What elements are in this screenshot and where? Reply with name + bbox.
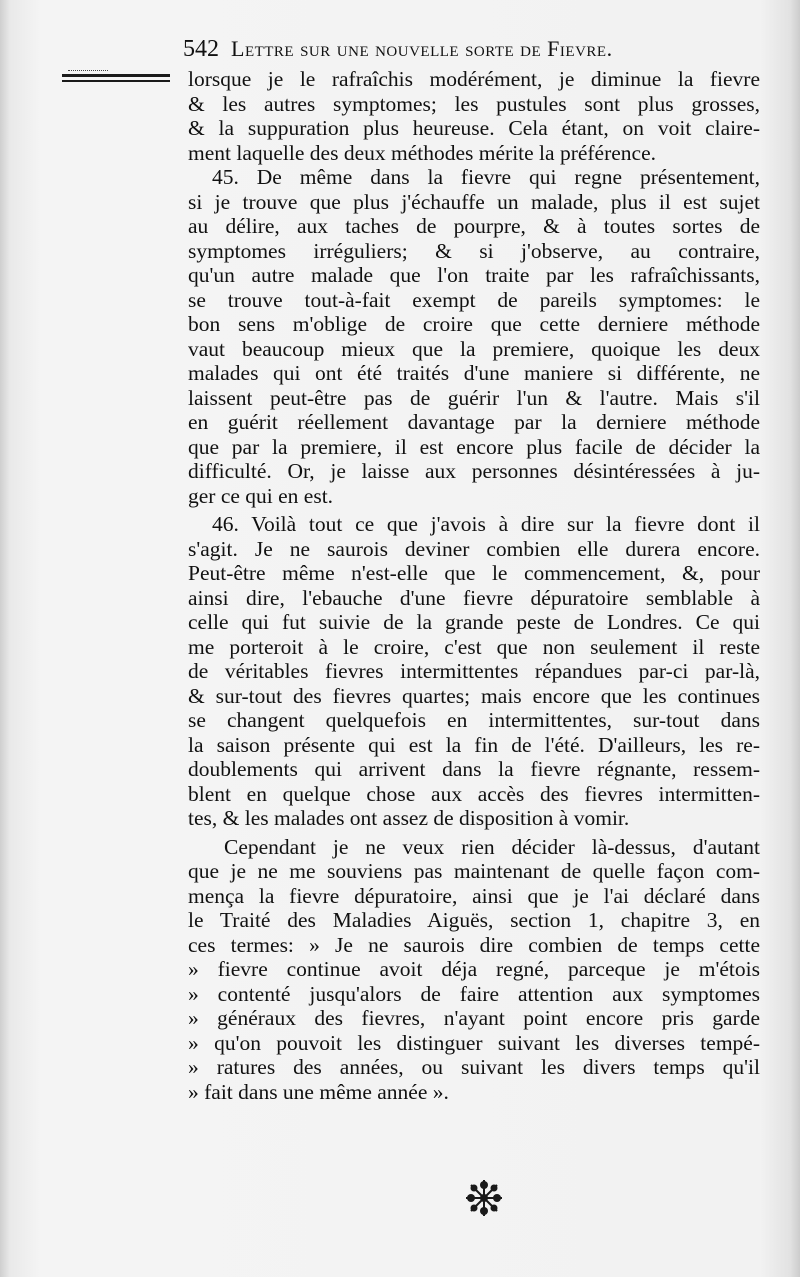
text-line: lorsque je le rafraîchis modérément, je diminue la fievre xyxy=(188,67,760,91)
text-line: se trouve tout-à-fait exempt de pareils symptomes: le xyxy=(188,287,760,312)
text-line: si je trouve que plus j'échauffe un malade, plus il est sujet xyxy=(188,189,760,214)
margin-rule-mark xyxy=(62,70,170,82)
paragraph-46 xyxy=(188,512,760,831)
fleuron-ornament-icon xyxy=(462,1176,506,1220)
text-line: vaut beaucoup mieux que la premiere, quoique les deux xyxy=(188,336,760,361)
text-line: en guérit réellement davantage par la derniere méthode xyxy=(188,410,760,434)
body-text xyxy=(188,67,760,1104)
text-line: Peut-être même n'est-elle que le commencement, &, pour xyxy=(188,561,760,585)
text-line: au délire, aux taches de pourpre, & à toutes sortes de xyxy=(188,214,760,238)
text-line: Cependant je ne veux rien décider là-dessus, d'autant xyxy=(224,834,760,859)
margin-rule-bottom xyxy=(62,80,170,82)
text-line: ainsi dire, l'ebauche d'une fievre dépuratoire semblable à xyxy=(188,585,760,610)
text-line: doublements qui arrivent dans la fievre régnante, ressem- xyxy=(188,757,760,781)
text-line: s'agit. Je ne saurois deviner combien elle durera encore. xyxy=(188,536,760,561)
text-line: » généraux des fievres, n'ayant point encore pris garde xyxy=(188,1006,760,1030)
margin-rule-top xyxy=(62,74,170,77)
paragraph-45 xyxy=(188,165,760,508)
text-line: le Traité des Maladies Aiguës, section 1, chapitre 3, en xyxy=(188,908,760,932)
text-line: » ratures des années, ou suivant les divers temps qu'il xyxy=(188,1055,760,1079)
text-line: ger ce qui en est. xyxy=(188,483,334,508)
page-number: 542 xyxy=(183,36,219,62)
text-line: la saison présente qui est la fin de l'été. D'ailleurs, les re- xyxy=(188,732,760,757)
text-line: celle qui fut suivie de la grande peste de Londres. Ce qui xyxy=(188,610,760,634)
text-line: » fait dans une même année ». xyxy=(188,1079,449,1104)
text-line: 45. De même dans la fievre qui regne présentement, xyxy=(212,165,760,189)
text-line: » contenté jusqu'alors de faire attention aux symptomes xyxy=(188,981,760,1006)
text-line: qu'un autre malade que l'on traite par les rafraîchissants, xyxy=(188,263,760,287)
paragraph-cependant xyxy=(188,835,760,1105)
text-line: que je ne me souviens pas maintenant de quelle façon com- xyxy=(188,859,760,883)
text-line: difficulté. Or, je laisse aux personnes désintéressées à ju- xyxy=(188,459,760,483)
text-line: & sur-tout des fievres quartes; mais encore que les continues xyxy=(188,683,760,708)
text-line: laissent peut-être pas de guérir l'un & l'autre. Mais s'il xyxy=(188,385,760,410)
text-line: blent en quelque chose aux accès des fievres intermitten- xyxy=(188,781,760,806)
text-line: symptomes irréguliers; & si j'observe, au contraire, xyxy=(188,238,760,263)
text-line: » fievre continue avoit déja regné, parceque je m'étois xyxy=(188,957,760,981)
text-line: ment laquelle des deux méthodes mérite la préférence. xyxy=(188,140,657,165)
text-line: se changent quelquefois en intermittentes, sur-tout dans xyxy=(188,708,760,732)
text-line: de véritables fievres intermittentes répandues par-ci par-là, xyxy=(188,659,760,683)
text-line: & les autres symptomes; les pustules sont plus grosses, xyxy=(188,91,760,116)
running-title: Lettre sur une nouvelle sorte de Fievre. xyxy=(231,36,613,61)
text-line: que par la premiere, il est encore plus facile de décider la xyxy=(188,434,760,459)
text-line: bon sens m'oblige de croire que cette derniere méthode xyxy=(188,312,760,336)
paragraph-continuation xyxy=(188,67,760,165)
text-line: ces termes: » Je ne saurois dire combien de temps cette xyxy=(188,932,760,957)
text-line: 46. Voilà tout ce que j'avois à dire sur la fievre dont il xyxy=(212,512,760,536)
text-line: » qu'on pouvoit les distinguer suivant les diverses tempé- xyxy=(188,1030,760,1055)
text-line: tes, & les malades ont assez de disposition à vomir. xyxy=(188,806,630,830)
text-line: & la suppuration plus heureuse. Cela étant, on voit claire- xyxy=(188,116,760,140)
text-line: me porteroit à le croire, c'est que non seulement il reste xyxy=(188,634,760,659)
text-line: malades qui ont été traités d'une maniere si différente, ne xyxy=(188,361,760,385)
running-header xyxy=(183,36,763,64)
text-line: mença la fievre dépuratoire, ainsi que je l'ai déclaré dans xyxy=(188,883,760,908)
